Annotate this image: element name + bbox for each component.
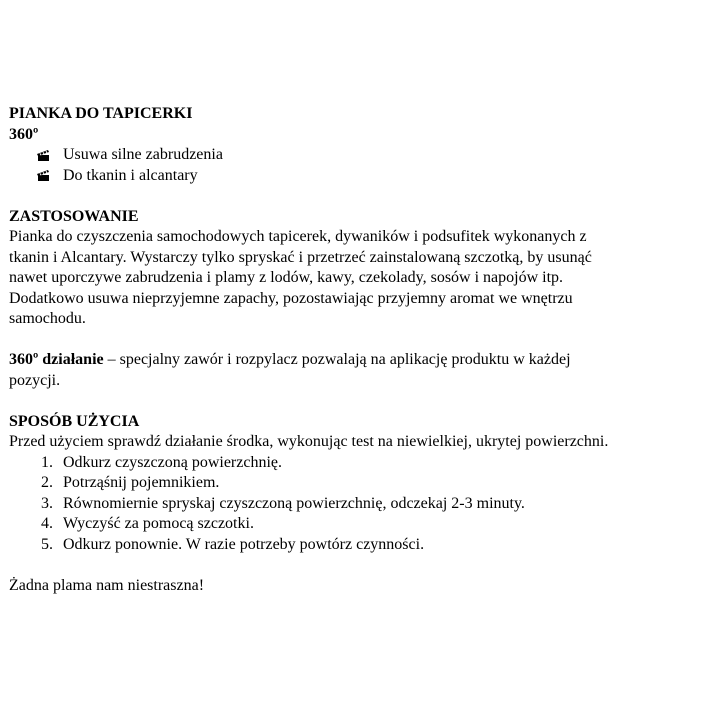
method-intro: Przed użyciem sprawdź działanie środka, wykonując test na niewielkiej, ukrytej powierzchni. [9, 433, 609, 450]
step-item [9, 494, 709, 515]
usage-line: Dodatkowo usuwa nieprzyjemne zapachy, pozostawiając przyjemny aromat we wnętrzu [9, 289, 573, 307]
method-heading: SPOSÓB UŻYCIA [9, 412, 140, 430]
feature-text: Usuwa silne zabrudzenia [63, 146, 223, 163]
step-number: 3. [41, 494, 53, 512]
step-text: Wyczyść za pomocą szczotki. [63, 515, 254, 532]
step-text: Odkurz czyszczoną powierzchnię. [63, 453, 282, 471]
step-number: 2. [41, 474, 53, 491]
usage-heading: ZASTOSOWANIE [9, 207, 139, 225]
spacer [9, 555, 709, 576]
feature-item [37, 166, 709, 187]
steps-list [9, 453, 709, 556]
step-text: Potrząśnij pojemnikiem. [63, 474, 220, 491]
spacer [9, 186, 709, 207]
clapperboard-bullet-icon [37, 170, 50, 181]
action-line-rest: – specjalny zawór i rozpylacz pozwalają na aplikację produktu w każdej [103, 351, 571, 368]
action-line [9, 350, 709, 371]
usage-line: Pianka do czyszczenia samochodowych tapicerek, dywaników i podsufitek wykonanych z [9, 228, 587, 245]
step-item [9, 514, 709, 535]
feature-text: Do tkanin i alcantary [63, 166, 198, 184]
feature-item [37, 145, 709, 166]
step-item [9, 535, 709, 556]
usage-line: tkanin i Alcantary. Wystarczy tylko spryskać i przetrzeć zainstalowaną szczotką, by usunąć [9, 248, 592, 266]
product-subtitle: 360º [9, 125, 39, 143]
action-bold-lead: 360º działanie [9, 351, 104, 368]
step-text: Odkurz ponownie. W razie potrzeby powtórz czynności. [63, 535, 425, 553]
step-number: 4. [41, 515, 53, 532]
step-number: 5. [41, 535, 53, 553]
document-body [9, 104, 709, 596]
usage-line: samochodu. [9, 310, 86, 327]
product-title: PIANKA DO TAPICERKI [9, 105, 193, 122]
step-number: 1. [41, 453, 53, 471]
spacer [9, 330, 709, 351]
step-text: Równomiernie spryskaj czyszczoną powierzchnię, odczekaj 2-3 minuty. [63, 494, 525, 512]
usage-line: nawet uporczywe zabrudzenia i plamy z lodów, kawy, czekolady, sosów i napojów itp. [9, 269, 564, 286]
action-line-continued: pozycji. [9, 371, 61, 389]
step-item [9, 473, 709, 494]
feature-list [9, 145, 709, 186]
spacer [9, 391, 709, 412]
closing-line: Żadna plama nam niestraszna! [9, 576, 205, 594]
step-item [9, 453, 709, 474]
clapperboard-bullet-icon [37, 150, 50, 161]
